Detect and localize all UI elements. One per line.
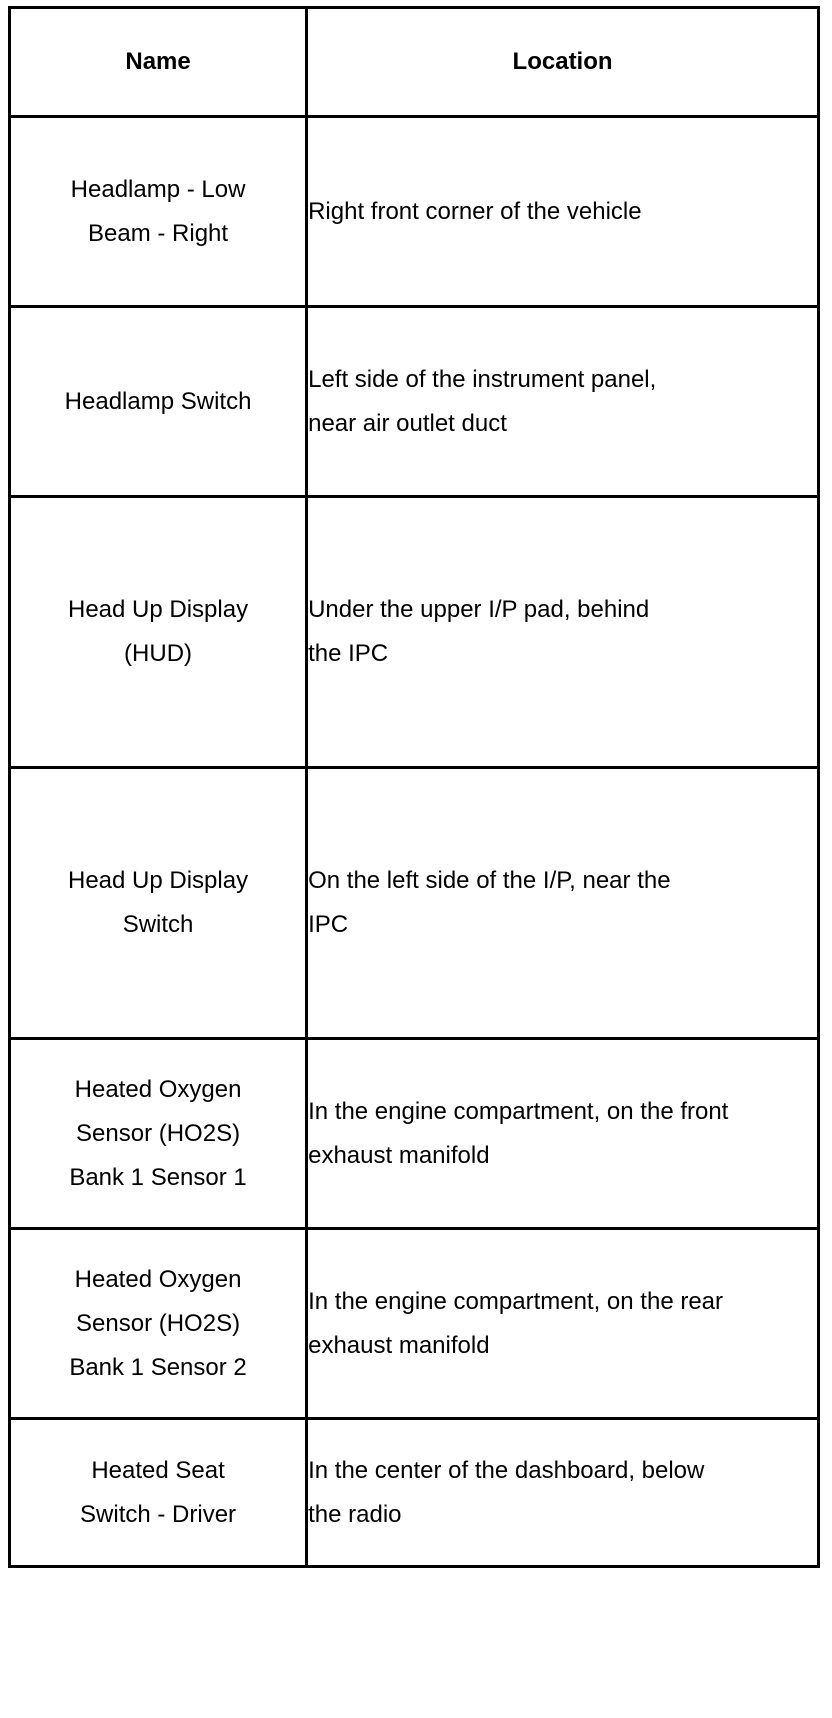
- table-row: [10, 307, 819, 497]
- table-row: [10, 1419, 819, 1567]
- row-location: Right front corner of the vehicle: [308, 197, 642, 225]
- column-header-location: Location: [307, 8, 819, 117]
- column-header-name: Name: [10, 8, 307, 117]
- row-location: Under the upper I/P pad, behind the IPC: [308, 596, 650, 667]
- component-location-table: [8, 6, 820, 1568]
- row-location: In the engine compartment, on the front exhaust manifold: [308, 1097, 729, 1169]
- row-name: Heated Oxygen Sensor (HO2S) Bank 1 Sensor 1: [69, 1075, 247, 1191]
- row-location-cell: [307, 1039, 819, 1229]
- table-header-row: [10, 8, 819, 117]
- row-location: In the engine compartment, on the rear exhaust manifold: [308, 1287, 724, 1359]
- row-location: Left side of the instrument panel, near air outlet duct: [308, 365, 657, 437]
- row-name-cell: [10, 1229, 307, 1419]
- table-row: [10, 1229, 819, 1419]
- row-name-cell: [10, 497, 307, 768]
- row-location-cell: [307, 497, 819, 768]
- row-name: Heated Oxygen Sensor (HO2S) Bank 1 Sensor 2: [69, 1265, 247, 1381]
- row-name: Headlamp Switch: [64, 387, 252, 415]
- row-name-cell: [10, 768, 307, 1039]
- row-location: On the left side of the I/P, near the IPC: [308, 867, 671, 938]
- row-location-cell: [307, 307, 819, 497]
- table-row: [10, 117, 819, 307]
- row-name-cell: [10, 1419, 307, 1567]
- row-name: Head Up Display Switch: [68, 867, 249, 938]
- row-location-cell: [307, 768, 819, 1039]
- row-name-cell: [10, 307, 307, 497]
- row-name-cell: [10, 117, 307, 307]
- row-location: In the center of the dashboard, below the radio: [308, 1456, 705, 1528]
- row-location-cell: [307, 117, 819, 307]
- table-row: [10, 768, 819, 1039]
- row-name: Head Up Display (HUD): [68, 596, 249, 667]
- row-name-cell: [10, 1039, 307, 1229]
- row-name: Headlamp - Low Beam - Right: [70, 175, 246, 247]
- row-location-cell: [307, 1229, 819, 1419]
- row-location-cell: [307, 1419, 819, 1567]
- table-row: [10, 1039, 819, 1229]
- row-name: Heated Seat Switch - Driver: [80, 1456, 237, 1528]
- table-row: [10, 497, 819, 768]
